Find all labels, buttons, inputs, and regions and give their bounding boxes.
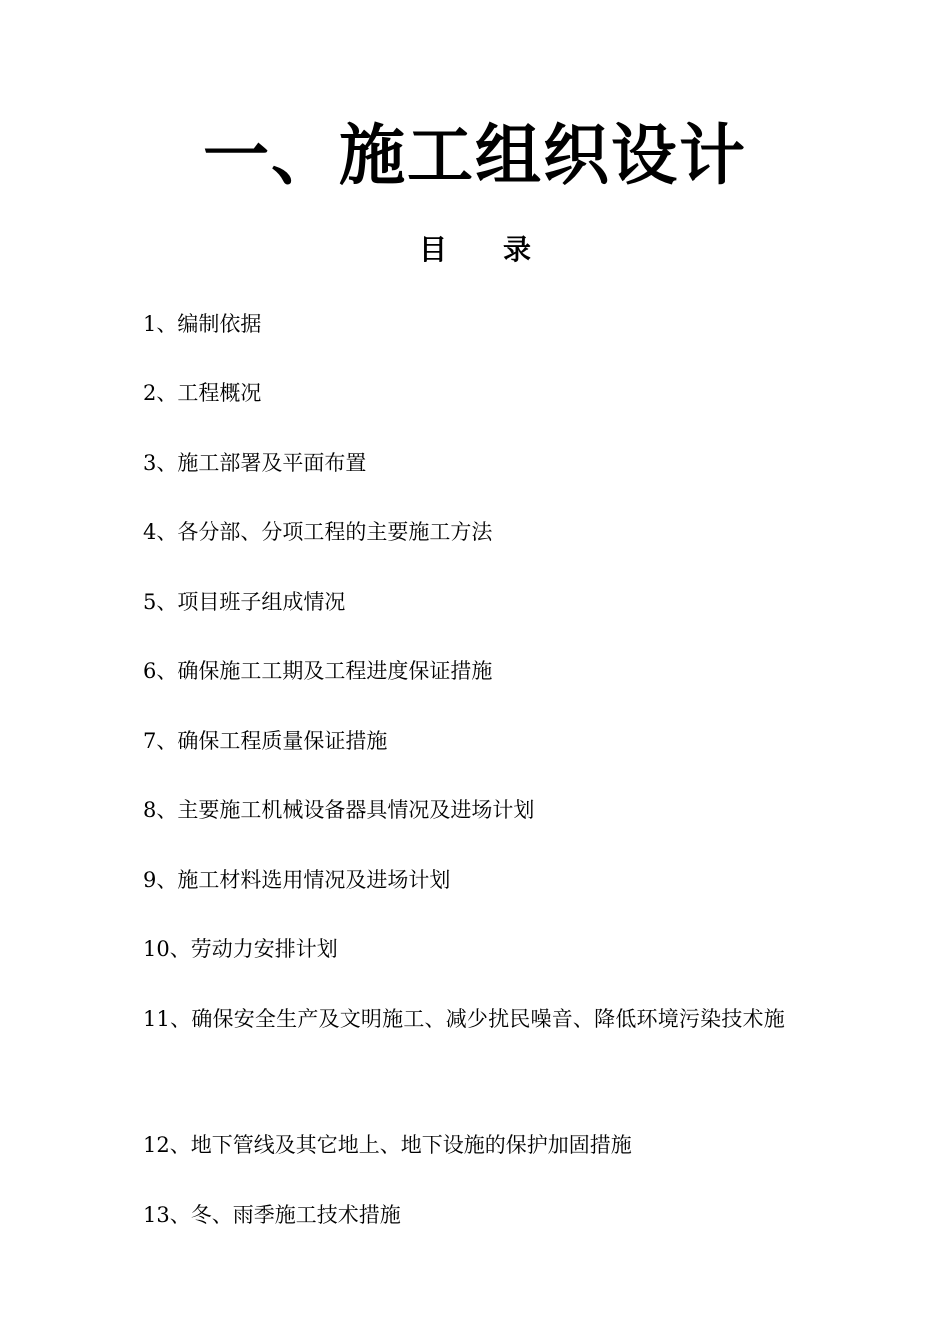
toc-item: 5、项目班子组成情况 <box>143 590 346 614</box>
toc-item: 10、劳动力安排计划 <box>143 937 338 961</box>
toc-item: 11、确保安全生产及文明施工、减少扰民噪音、降低环境污染技术施 <box>143 1007 785 1031</box>
toc-heading-left: 目 <box>418 233 447 266</box>
toc-item: 3、施工部署及平面布置 <box>143 451 367 475</box>
toc-item: 13、冬、雨季施工技术措施 <box>143 1203 401 1227</box>
toc-item: 6、确保施工工期及工程进度保证措施 <box>143 659 493 683</box>
toc-item: 1、编制依据 <box>143 312 262 336</box>
document-title: 一、施工组织设计 <box>203 116 747 194</box>
toc-item: 4、各分部、分项工程的主要施工方法 <box>143 520 493 544</box>
toc-item: 8、主要施工机械设备器具情况及进场计划 <box>143 798 535 822</box>
toc-item: 7、确保工程质量保证措施 <box>143 729 388 753</box>
toc-heading <box>0 230 950 270</box>
toc-item: 2、工程概况 <box>143 381 262 405</box>
toc-item: 9、施工材料选用情况及进场计划 <box>143 868 451 892</box>
toc-heading-right: 录 <box>503 233 532 266</box>
toc-item: 12、地下管线及其它地上、地下设施的保护加固措施 <box>143 1133 632 1157</box>
